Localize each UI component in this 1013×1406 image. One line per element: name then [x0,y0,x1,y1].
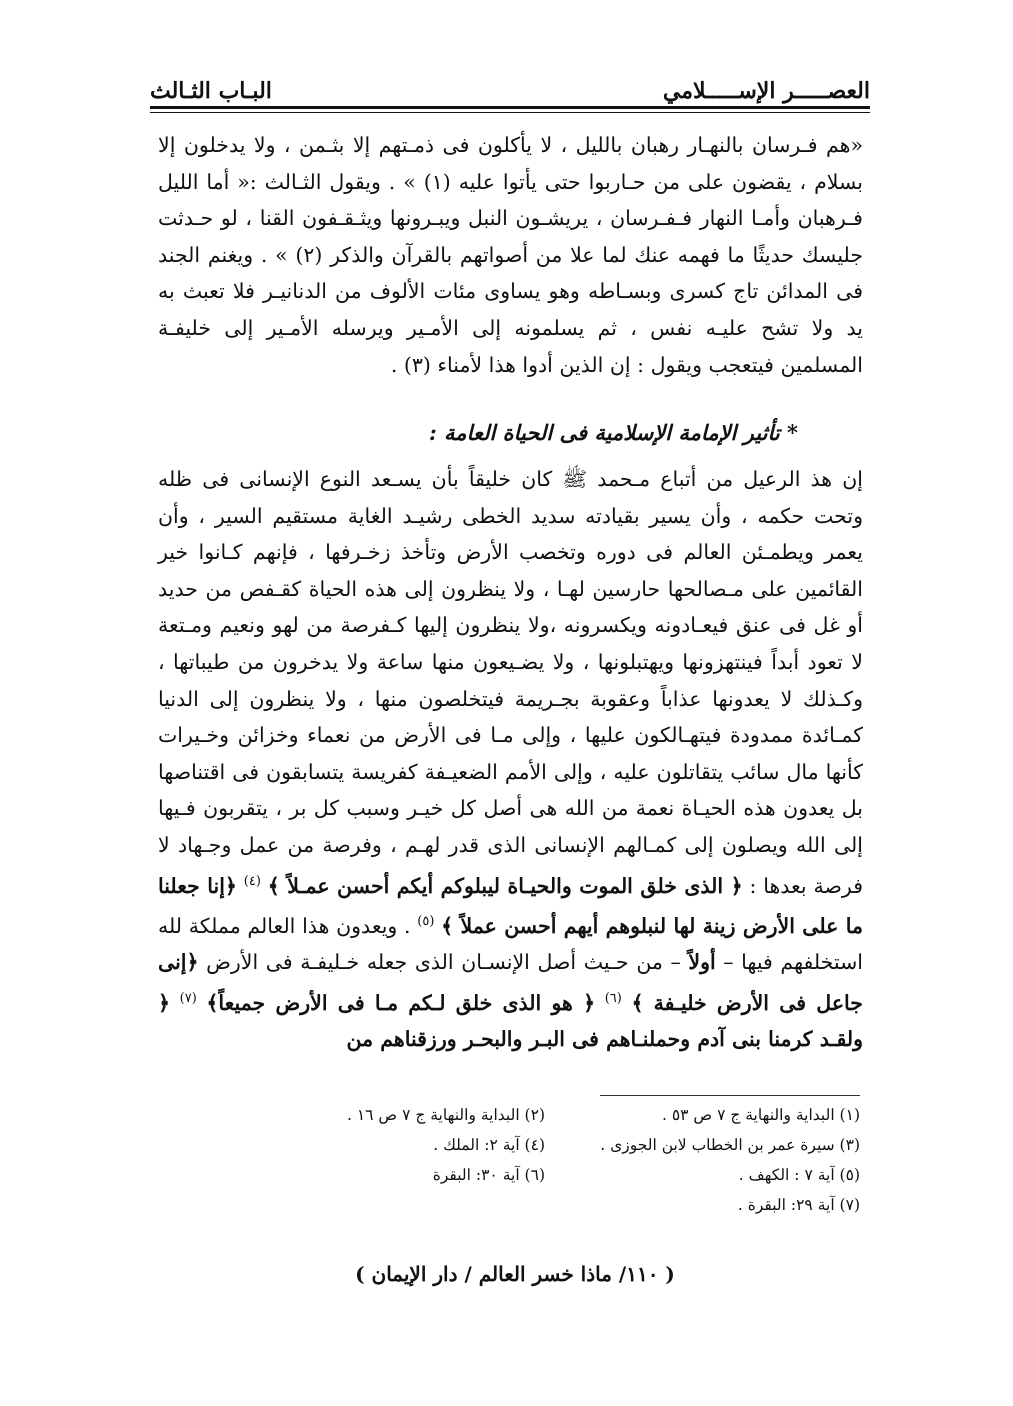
footnote-1: (١) البداية والنهاية ج ٧ ص ٥٣ . [661,1106,860,1124]
header-left-title: البـاب الثـالث [150,78,272,104]
first-word: أولاً [688,950,716,975]
quran-quote-5: ﴿ ولقـد كرمنا بنى آدم وحملنـاهم فى البـر والبحـر ورزقناهم من [158,990,863,1052]
paragraph-2-text-c: – من حـيث أصل الإنسـان الذى جعله خـليفـة فى الأرض [206,950,681,975]
paragraph-2-text-a: إن هذ الرعيل من أتباع مـحمد ﷺ كان خليقاً بأن يسـعد النوع الإنسانى فى ظله وتحت حكمه ، وأن يسير بقيادته سديد الخطى رشيـد الغاية مستقيم السير ، وأن يعمر ويطمـئن العالم فى دوره وتخصب الأرض وتأخذ زخـرفها ، فإنهم كـانوا خير القائمين على مـصالحها حارسين لهـا ، ولا ينظرون إلى هذه الحياة كقـفص من حديد أو غل فى عنق فيعـادونه ويكسرونه ،ولا ينظرون إليها كـفرصة من لهو ونعيم ومـتعة لا تعود أبداً فينتهزونها ويهتبلونها ، ولا يضـيعون منها ساعة ولا يدخرون من طيباتها ، وكـذلك لا يعدونها عذاباً وعقوبة بجـريمة فيتخلصون منها ، ولا ينظرون إلى الدنيا كمـائدة ممدودة فيتهـالكون عليها ، وإلى مـا فى الأرض من نعماء وخزائن وخـيرات كأنها مال سائب يتقاتلون عليه ، وإلى الأمم الضعيـفة كفريسة يتسابقون فى اقتناصها بل يعدون هذه الحيـاة نعمة من الله هى أصل كل خيـر وسبب كل بر ، يتقربون فـيها إلى الله ويصلون إلى كمـالهم الإنسانى الذى قدر لهـم ، وفرصة من عمل وجـهاد لا فرصة بعدها : [158,467,863,898]
header-rule [150,106,870,109]
section-heading: * تأثير الإمامة الإسلامية فى الحياة العامة : [428,420,798,445]
paragraph-1: «هم فـرسان بالنهـار رهبان بالليل ، لا يأكلون فى ذمـتهم إلا بثـمن ، ولا يدخلون إلا بسلام ، يقضون على من حـاربوا حتى يأتوا عليه (١) » . ويقول الثـالث :« أما الليل فـرهبان وأمـا النهار فـفـرسان ، يريشـون النبل ويبـرونها ويثـقـفون القنا ، لو حـدثت جليسك حديثًا ما فهمه عنك لما علا من أصواتهم بالقرآن والذكر (٢) » . ويغنم الجند فى المدائن تاج كسرى وبسـاطه وهو يساوى مئات الألوف من الدنانيـر فلا تعبث به يد ولا تشح عليـه نفس ، ثم يسلمونه إلى الأمـير ويرسله الأمـير إلى خليفـة المسلمين فيتعجب ويقول : إن الذين أدوا هذا لأمناء (٣) . [158,133,863,377]
footnote-6: (٦) آية ٣٠: البقرة [432,1166,545,1184]
footnote-ref-4: (٤) [243,873,261,889]
running-header [150,70,870,104]
paragraph-2 [158,461,863,1058]
header-rule-thin [150,112,870,113]
page-footer: ( ١١٠/ ماذا خسر العالم / دار الإيمان ) [355,1262,675,1286]
footnote-5: (٥) آية ٧ : الكهف . [738,1166,860,1184]
quran-quote-4: ﴿ هو الذى خلق لـكم مـا فى الأرض جميعاً﴾ [206,990,596,1015]
footnote-7: (٧) آية ٢٩: البقرة . [737,1196,860,1214]
footnote-2: (٢) البداية والنهاية ج ٧ ص ١٦ . [346,1106,545,1124]
footnotes-rule [600,1095,860,1096]
footnote-ref-5: (٥) [417,913,435,929]
paragraph-2-text-b: . ويعدون هذا العالم مملكة لله استخلفهم فيها – [158,913,863,975]
footnote-ref-7: (٧) [179,990,197,1006]
quran-quote-3: ﴿إنى جاعل فى الأرض خليـفة ﴾ [158,950,863,1015]
quran-quote-1: ﴿ الذى خلق الموت والحيـاة ليبلوكم أيكم أحسن عمـلاً ﴾ [267,873,743,898]
footnote-3: (٣) سيرة عمر بن الخطاب لابن الجوزى . [600,1136,860,1154]
header-right-title: العصـــــر الإســـــلامي [662,78,870,104]
quran-quote-2: ﴿إنا جعلنا ما على الأرض زينة لها لنبلوهم أيهم أحسن عملاً ﴾ [158,873,863,938]
footnotes [280,1102,860,1218]
footnote-4: (٤) آية ٢: الملك . [433,1136,545,1154]
footnote-ref-6: (٦) [604,990,622,1006]
